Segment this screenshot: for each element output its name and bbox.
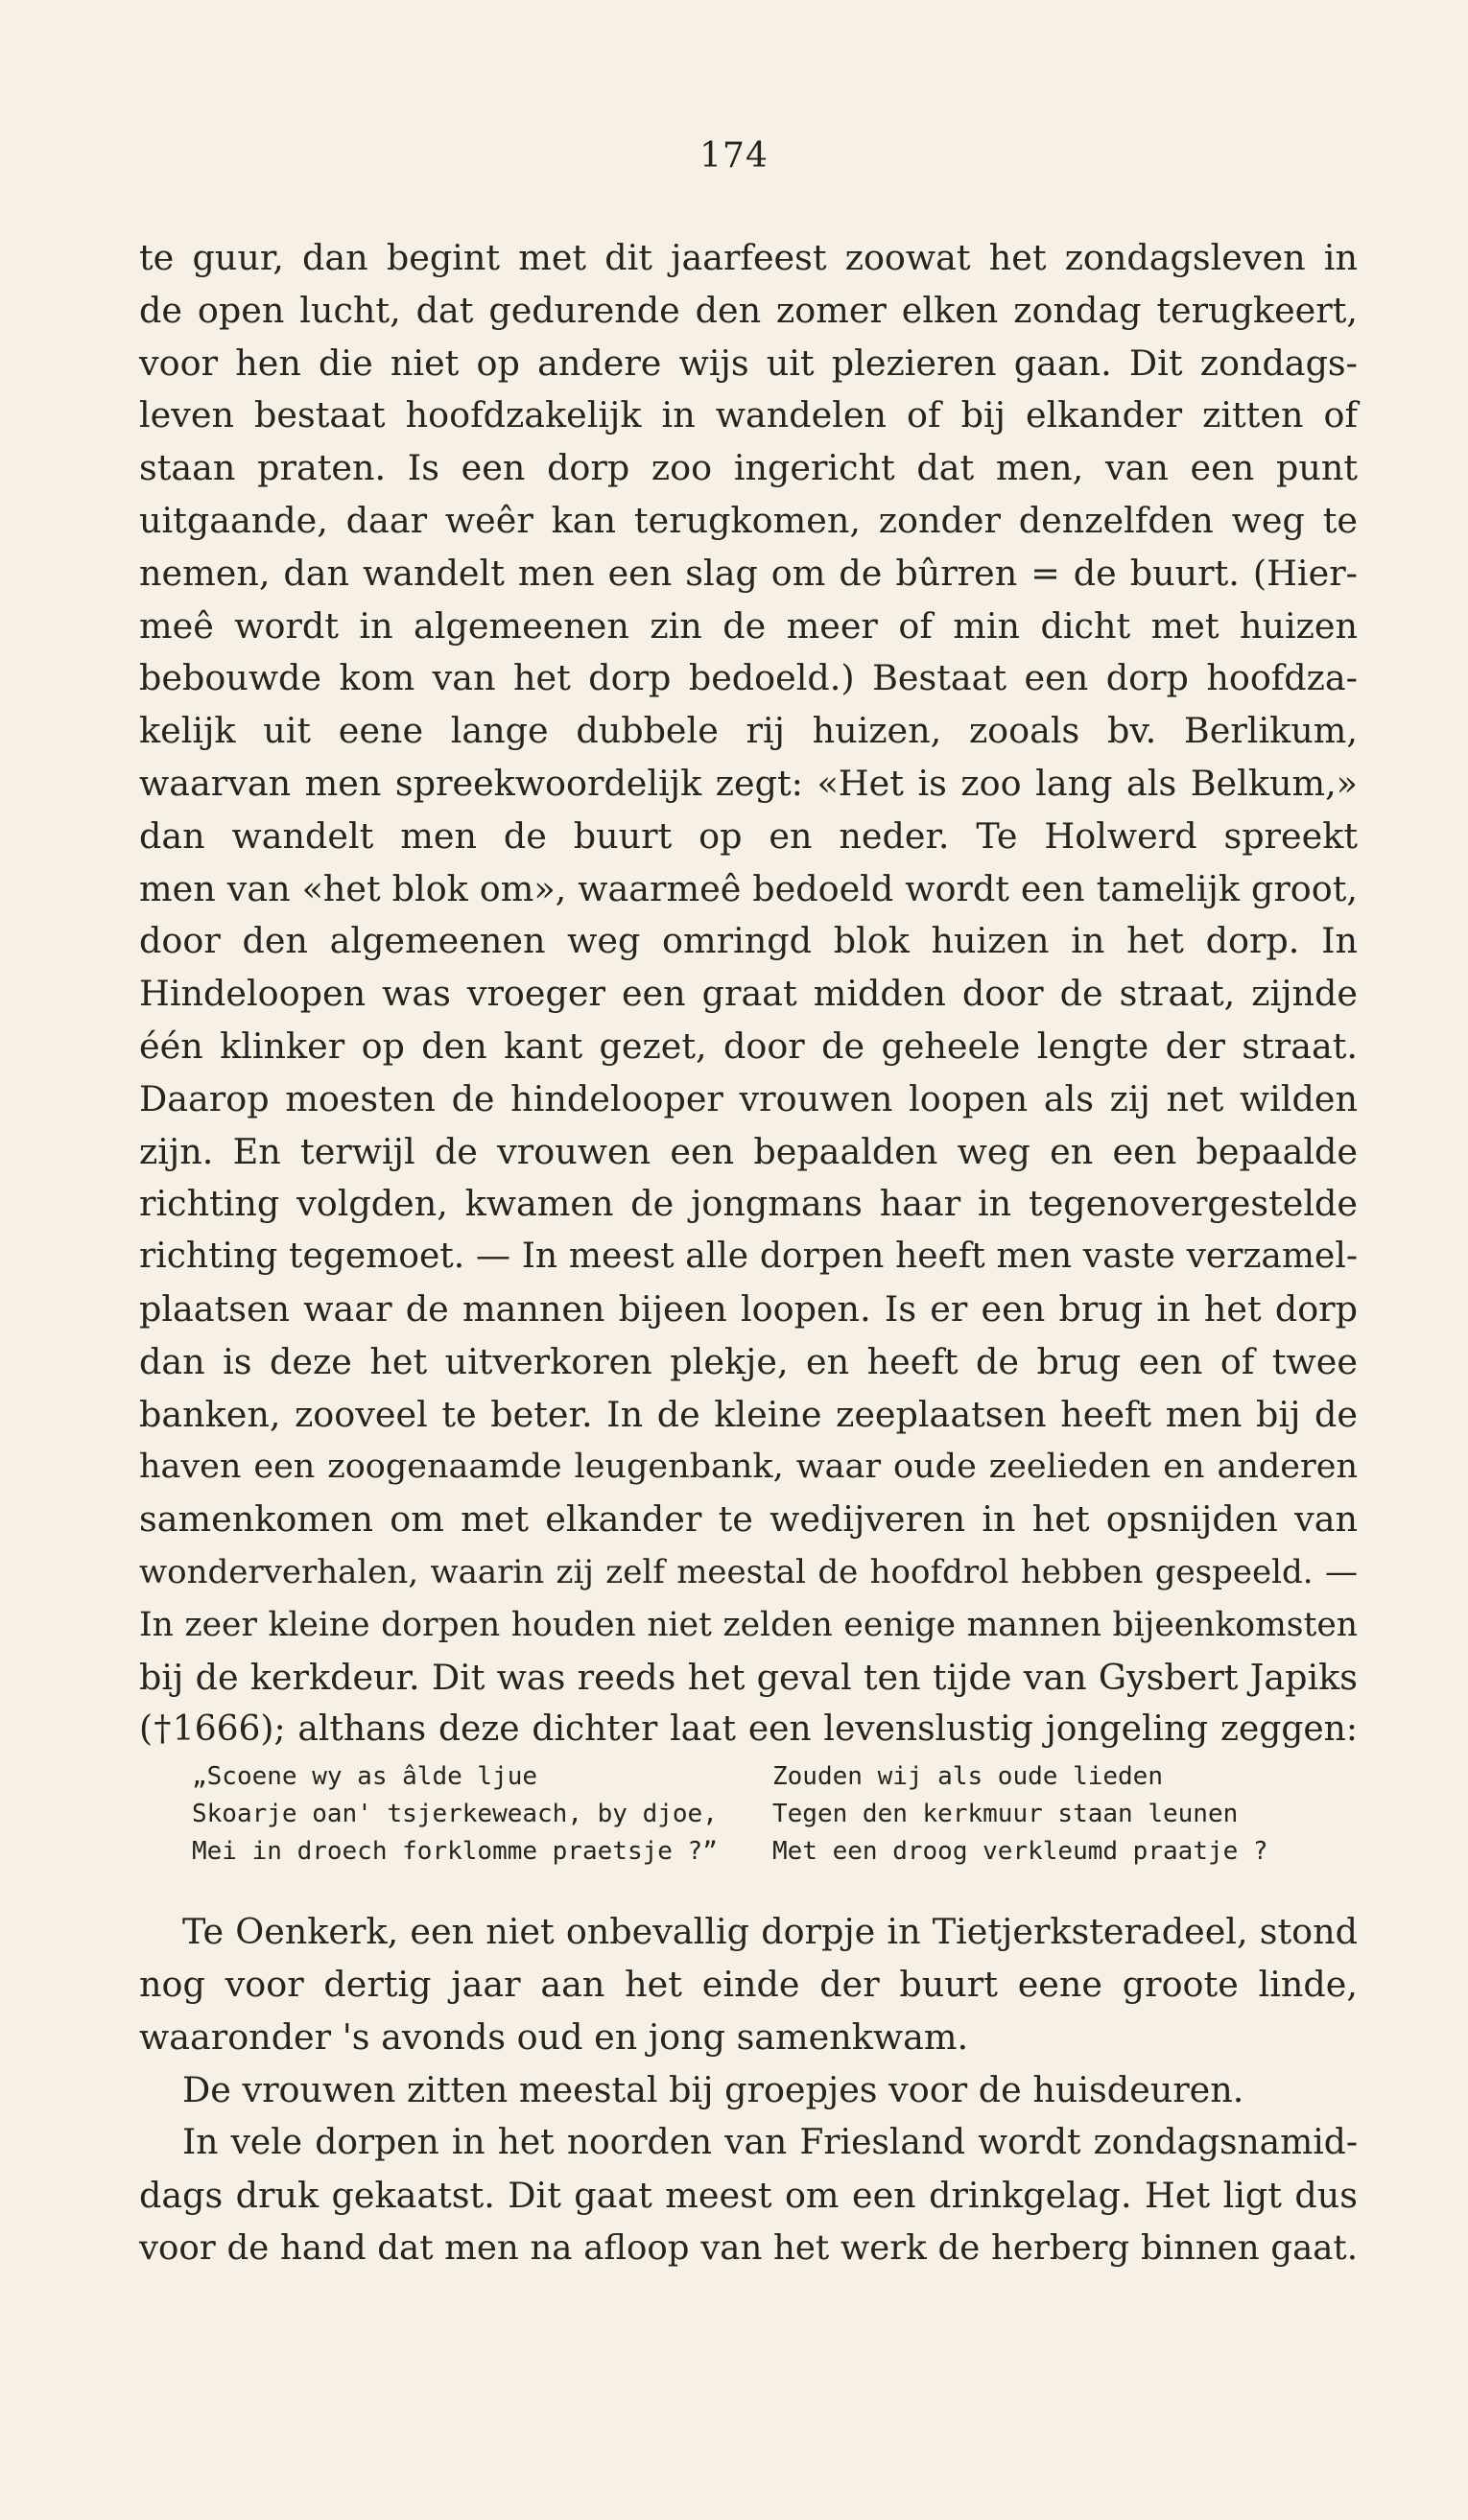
text-line: Hindeloopen was vroeger een graat midden door de straat, zijnde: [139, 973, 1358, 1015]
text-line: bij de kerkdeur. Dit was reeds het geval ten tijde van Gysbert Japiks: [139, 1656, 1358, 1698]
text-line: haven een zoogenaamde leugenbank, waar oude zeelieden en anderen: [139, 1448, 1358, 1487]
text-line: waaronder 's avonds oud en jong samenkwam.: [139, 2015, 969, 2058]
paragraph-2: [139, 1906, 1358, 2063]
text-line: uitgaande, daar weêr kan terugkomen, zonder denzelfden weg te: [139, 499, 1358, 541]
text-line: kelijk uit eene lange dubbele rij huizen, zooals bv. Berlikum,: [139, 710, 1358, 752]
text-line: door den algemeenen weg omringd blok huizen in het dorp. In: [139, 920, 1358, 962]
text-line: dan wandelt men de buurt op en neder. Te Holwerd spreekt: [139, 814, 1358, 857]
text-line: zijn. En terwijl de vrouwen een bepaalden weg en een bepaalde: [139, 1130, 1358, 1172]
text-line: meê wordt in algemeenen zin de meer of min dicht met huizen: [139, 604, 1358, 647]
text-line: dags druk gekaatst. Dit gaat meest om een drinkgelag. Het ligt dus: [139, 2174, 1358, 2216]
paragraph-3: [139, 2064, 1358, 2117]
paragraph-4: [139, 2117, 1358, 2274]
text-line: Daarop moesten de hindelooper vrouwen loopen als zij net wilden: [139, 1077, 1358, 1119]
poem-verse: Mei in droech forklomme praetsje ?”: [192, 1837, 718, 1866]
text-line: richting volgden, kwamen de jongmans haar in tegenovergestelde: [139, 1183, 1358, 1225]
paragraph-1: [139, 232, 1358, 1756]
text-line: voor hen die niet op andere wijs uit plezieren gaan. Dit zondags-: [139, 341, 1358, 384]
text-line: richting tegemoet. — In meest alle dorpen heeft men vaste verzamel-: [139, 1236, 1358, 1277]
text-line: dan is deze het uitverkoren plekje, en heeft de brug een of twee: [139, 1340, 1358, 1382]
text-line: men van «het blok om», waarmeê bedoeld wordt een tamelijk groot,: [139, 867, 1358, 909]
text-line: nog voor dertig jaar aan het einde der buurt eene groote linde,: [139, 1963, 1358, 2005]
text-line: te guur, dan begint met dit jaarfeest zoowat het zondagsleven in: [139, 237, 1358, 278]
text-line: De vrouwen zitten meestal bij groepjes voor de huisdeuren.: [182, 2069, 1244, 2110]
text-line: nemen, dan wandelt men een slag om de bûrren = de buurt. (Hier-: [139, 552, 1358, 594]
poem-verse: Tegen den kerkmuur staan leunen: [772, 1800, 1239, 1828]
text-line: één klinker op den kant gezet, door de geheele lengte der straat.: [139, 1024, 1358, 1067]
text-line: bebouwde kom van het dorp bedoeld.) Bestaat een dorp hoofdza-: [139, 657, 1358, 699]
poem-verse: Zouden wij als oude lieden: [772, 1762, 1163, 1791]
text-line: Te Oenkerk, een niet onbevallig dorpje in Tietjerksteradeel, stond: [182, 1911, 1358, 1952]
text-line: (†1666); althans deze dichter laat een levenslustig jongeling zeggen:: [139, 1709, 1358, 1750]
text-line: leven bestaat hoofdzakelijk in wandelen of bij elkander zitten of: [139, 394, 1358, 436]
poem-original-column: [192, 1758, 718, 1871]
text-line: wonderverhalen, waarin zij zelf meestal de hoofdrol hebben gespeeld. —: [139, 1552, 1358, 1591]
text-line: voor de hand dat men na afloop van het werk de herberg binnen gaat.: [139, 2227, 1358, 2268]
poem-verse: „Scoene wy as âlde ljue: [192, 1762, 538, 1791]
text-line: In zeer kleine dorpen houden niet zelden eenige mannen bijeenkomsten: [139, 1605, 1358, 1644]
text-line: staan praten. Is een dorp zoo ingericht dat men, van een punt: [139, 447, 1358, 489]
text-line: de open lucht, dat gedurende den zomer elken zondag terugkeert,: [139, 289, 1358, 331]
text-line: samenkomen om met elkander te wedijveren in het opsnijden van: [139, 1498, 1358, 1541]
page-number: 174: [699, 136, 769, 176]
text-line: In vele dorpen in het noorden van Friesland wordt zondagsnamid-: [182, 2123, 1358, 2162]
text-line: banken, zooveel te beter. In de kleine zeeplaatsen heeft men bij de: [139, 1393, 1358, 1435]
text-line: plaatsen waar de mannen bijeen loopen. Is er een brug in het dorp: [139, 1287, 1358, 1330]
poem-verse: Skoarje oan' tsjerkeweach, by djoe,: [192, 1800, 718, 1828]
poem-verse: Met een droog verkleumd praatje ?: [772, 1837, 1268, 1866]
text-line: waarvan men spreekwoordelijk zegt: «Het is zoo lang als Belkum,»: [139, 762, 1358, 804]
poem-translation-column: [772, 1758, 1268, 1871]
